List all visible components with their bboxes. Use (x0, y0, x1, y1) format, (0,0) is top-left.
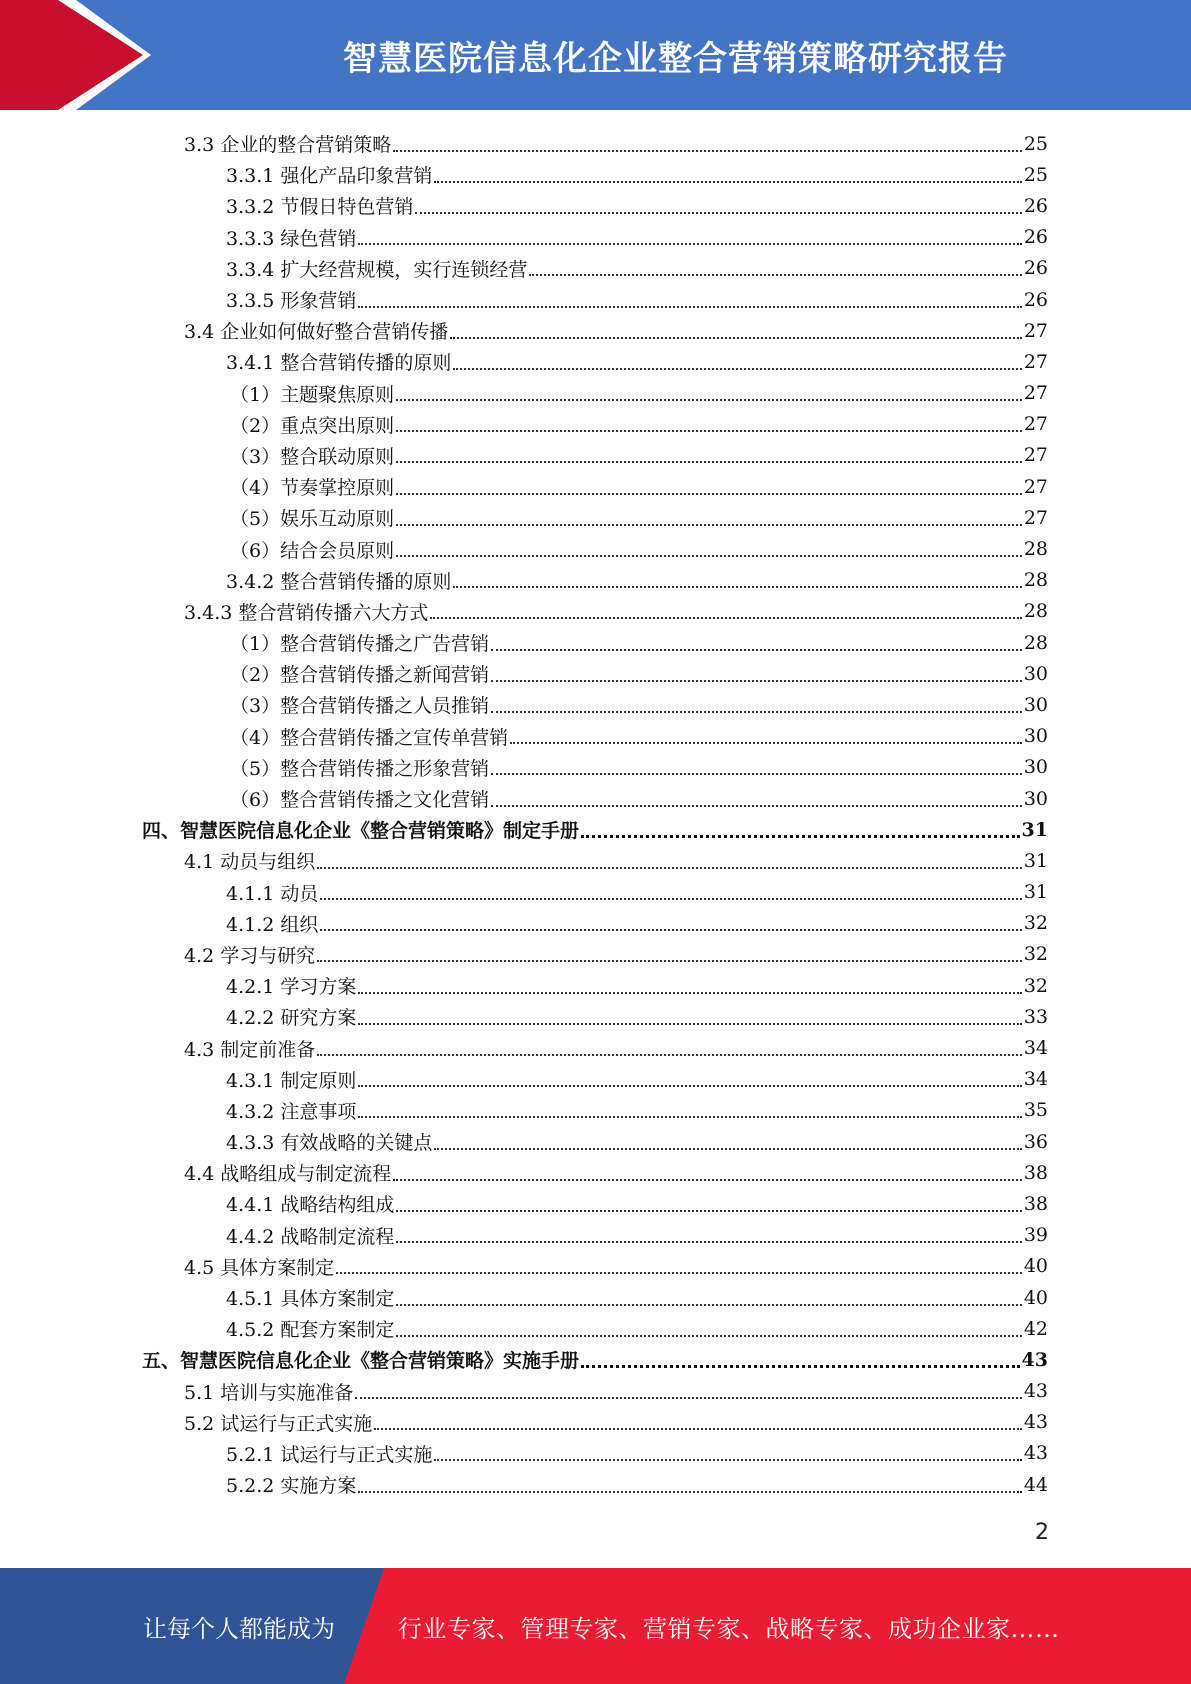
toc-entry-title: 4.2 学习与研究 (184, 944, 316, 967)
toc-dot-leader (396, 1210, 1021, 1212)
toc-entry[interactable] (142, 378, 1048, 409)
toc-entry[interactable] (142, 970, 1048, 1001)
toc-entry-page: 28 (1023, 569, 1048, 592)
toc-entry[interactable] (142, 783, 1048, 814)
toc-entry-title: 3.4 企业如何做好整合营销传播 (184, 321, 449, 344)
toc-entry[interactable] (142, 1126, 1048, 1157)
toc-dot-leader (355, 1397, 1022, 1399)
footer-slogan-right: 行业专家、管理专家、营销专家、战略专家、成功企业家…… (398, 1614, 1060, 1643)
toc-dot-leader (430, 617, 1021, 619)
toc-entry-title: 4.1.2 组织 (226, 913, 319, 936)
toc-entry-page: 28 (1023, 600, 1048, 623)
toc-entry[interactable] (142, 440, 1048, 471)
toc-entry-title: 五、智慧医院信息化企业《整合营销策略》实施手册 (142, 1350, 580, 1373)
toc-entry-page: 27 (1023, 506, 1048, 529)
toc-entry-page: 44 (1023, 1473, 1048, 1496)
toc-entry-title: 5.1 培训与实施准备 (184, 1381, 354, 1404)
toc-entry-page: 30 (1023, 725, 1048, 748)
toc-entry[interactable] (142, 689, 1048, 720)
toc-entry-title: 4.3 制定前准备 (184, 1038, 316, 1061)
toc-dot-leader (358, 1085, 1021, 1087)
toc-entry[interactable] (142, 1220, 1048, 1251)
toc-dot-leader (358, 1116, 1021, 1118)
toc-entry[interactable] (142, 596, 1048, 627)
toc-entry-title: 3.3.3 绿色营销 (226, 227, 357, 250)
toc-entry[interactable] (142, 471, 1048, 502)
toc-entry-title: （5）整合营销传播之形象营销 (230, 757, 490, 780)
toc-entry-page: 31 (1023, 881, 1048, 904)
toc-entry-page: 35 (1023, 1099, 1048, 1122)
toc-entry-page: 30 (1023, 756, 1048, 779)
toc-entry-title: 3.3.5 形象营销 (226, 290, 357, 313)
toc-dot-leader (396, 430, 1022, 432)
toc-dot-leader (396, 1241, 1021, 1243)
toc-entry-title: 4.1.1 动员 (226, 882, 319, 905)
toc-entry-title: （1）主题聚焦原则 (230, 383, 395, 406)
toc-entry-title: （3）整合联动原则 (230, 445, 395, 468)
toc-dot-leader (450, 337, 1022, 339)
toc-entry-title: 3.4.3 整合营销传播六大方式 (184, 601, 429, 624)
toc-dot-leader (317, 867, 1022, 869)
toc-entry[interactable] (142, 533, 1048, 564)
toc-dot-leader (358, 1023, 1021, 1025)
page-number: 2 (1035, 1520, 1049, 1545)
toc-entry-page: 36 (1023, 1130, 1048, 1153)
toc-entry[interactable] (142, 845, 1048, 876)
toc-entry-page: 32 (1023, 943, 1048, 966)
toc-entry-page: 30 (1023, 787, 1048, 810)
toc-entry[interactable] (142, 315, 1048, 346)
toc-entry[interactable] (142, 159, 1048, 190)
toc-entry-title: 4.4.1 战略结构组成 (226, 1194, 395, 1217)
toc-entry-title: （6）结合会员原则 (230, 539, 395, 562)
toc-entry[interactable] (142, 814, 1048, 845)
toc-entry-page: 39 (1023, 1224, 1048, 1247)
toc-entry[interactable] (142, 1095, 1048, 1126)
toc-entry-page: 43 (1023, 1411, 1048, 1434)
toc-dot-leader (396, 493, 1022, 495)
toc-dot-leader (358, 1491, 1021, 1493)
toc-dot-leader (358, 306, 1021, 308)
toc-entry-page: 34 (1023, 1068, 1048, 1091)
table-of-contents (142, 128, 1048, 1500)
toc-entry-title: 3.4.2 整合营销传播的原则 (226, 570, 452, 593)
toc-dot-leader (393, 150, 1022, 152)
toc-dot-leader (396, 461, 1022, 463)
toc-entry-page: 28 (1023, 631, 1048, 654)
toc-entry-page: 34 (1023, 1037, 1048, 1060)
toc-entry-page: 42 (1023, 1317, 1048, 1340)
toc-entry-page: 32 (1023, 974, 1048, 997)
toc-entry-page: 26 (1023, 288, 1048, 311)
toc-entry-page: 30 (1023, 662, 1048, 685)
toc-entry-title: 4.3.3 有效战略的关键点 (226, 1132, 433, 1155)
toc-dot-leader (434, 1148, 1021, 1150)
toc-entry-page: 40 (1023, 1286, 1048, 1309)
toc-entry[interactable] (142, 1032, 1048, 1063)
toc-entry[interactable] (142, 1438, 1048, 1469)
toc-entry-title: （3）整合营销传播之人员推销 (230, 695, 490, 718)
toc-entry[interactable] (142, 1282, 1048, 1313)
toc-entry[interactable] (142, 346, 1048, 377)
toc-entry-title: 4.2.1 学习方案 (226, 976, 357, 999)
toc-entry-page: 38 (1023, 1161, 1048, 1184)
toc-entry[interactable] (142, 1064, 1048, 1095)
toc-entry-page: 26 (1023, 257, 1048, 280)
toc-dot-leader (434, 1459, 1021, 1461)
toc-entry-page: 28 (1023, 538, 1048, 561)
toc-entry[interactable] (142, 565, 1048, 596)
toc-entry[interactable] (142, 939, 1048, 970)
toc-entry-title: （4）整合营销传播之宣传单营销 (230, 726, 509, 749)
toc-dot-leader (491, 649, 1022, 651)
toc-entry-page: 25 (1023, 163, 1048, 186)
toc-entry-title: 四、智慧医院信息化企业《整合营销策略》制定手册 (142, 820, 580, 843)
toc-entry-title: 4.2.2 研究方案 (226, 1007, 357, 1030)
toc-entry[interactable] (142, 409, 1048, 440)
toc-dot-leader (581, 1365, 1020, 1368)
document-title: 智慧医院信息化企业整合营销策略研究报告 (343, 38, 1008, 79)
toc-entry-page: 31 (1023, 849, 1048, 872)
toc-entry-page: 43 (1021, 1348, 1048, 1371)
toc-entry-title: 3.3 企业的整合营销策略 (184, 134, 392, 157)
toc-entry-title: 4.3.2 注意事项 (226, 1100, 357, 1123)
toc-dot-leader (491, 805, 1022, 807)
toc-entry-title: 3.3.1 强化产品印象营销 (226, 165, 433, 188)
toc-dot-leader (336, 1272, 1022, 1274)
toc-entry[interactable] (142, 1407, 1048, 1438)
toc-entry-page: 26 (1023, 194, 1048, 217)
toc-entry[interactable] (142, 908, 1048, 939)
toc-entry-page: 27 (1023, 444, 1048, 467)
toc-entry[interactable] (142, 1376, 1048, 1407)
toc-entry-title: 4.5.2 配套方案制定 (226, 1319, 395, 1342)
toc-dot-leader (453, 368, 1021, 370)
toc-entry-page: 31 (1021, 818, 1048, 841)
toc-entry-title: 4.1 动员与组织 (184, 851, 316, 874)
toc-entry[interactable] (142, 1251, 1048, 1282)
toc-entry-page: 27 (1023, 319, 1048, 342)
toc-entry-page: 25 (1023, 132, 1048, 155)
toc-dot-leader (320, 929, 1021, 931)
toc-entry-page: 27 (1023, 382, 1048, 405)
toc-dot-leader (320, 898, 1021, 900)
toc-entry[interactable] (142, 1344, 1048, 1375)
footer-slogan-left: 让每个人都能成为 (143, 1614, 335, 1643)
toc-entry-title: 5.2 试运行与正式实施 (184, 1412, 373, 1435)
toc-dot-leader (453, 586, 1021, 588)
toc-dot-leader (396, 399, 1022, 401)
toc-entry-title: （6）整合营销传播之文化营销 (230, 789, 490, 812)
toc-dot-leader (396, 1335, 1021, 1337)
toc-entry-title: 5.2.1 试运行与正式实施 (226, 1443, 433, 1466)
toc-entry-title: 4.3.1 制定原则 (226, 1069, 357, 1092)
toc-entry-title: （1）整合营销传播之广告营销 (230, 633, 490, 656)
toc-dot-leader (358, 992, 1021, 994)
toc-entry-title: 3.3.4 扩大经营规模，实行连锁经营 (226, 258, 528, 281)
toc-entry-title: （4）节奏掌控原则 (230, 477, 395, 500)
toc-entry-title: 4.4 战略组成与制定流程 (184, 1163, 392, 1186)
toc-dot-leader (393, 1179, 1022, 1181)
toc-dot-leader (529, 274, 1021, 276)
toc-entry[interactable] (142, 721, 1048, 752)
toc-entry-title: 3.4.1 整合营销传播的原则 (226, 352, 452, 375)
toc-dot-leader (491, 773, 1022, 775)
toc-entry-page: 30 (1023, 693, 1048, 716)
page-header (0, 0, 1191, 110)
toc-entry-page: 43 (1023, 1442, 1048, 1465)
toc-dot-leader (317, 960, 1022, 962)
toc-entry-title: 4.5.1 具体方案制定 (226, 1288, 395, 1311)
toc-entry[interactable] (142, 1188, 1048, 1219)
toc-entry-page: 38 (1023, 1192, 1048, 1215)
toc-entry[interactable] (142, 502, 1048, 533)
toc-entry-title: 4.5 具体方案制定 (184, 1256, 335, 1279)
toc-dot-leader (317, 1054, 1022, 1056)
page-footer (0, 1568, 1191, 1684)
toc-entry-page: 27 (1023, 475, 1048, 498)
toc-entry[interactable] (142, 190, 1048, 221)
toc-entry-page: 40 (1023, 1255, 1048, 1278)
toc-entry[interactable] (142, 284, 1048, 315)
toc-entry-title: （5）娱乐互动原则 (230, 508, 395, 531)
toc-entry[interactable] (142, 253, 1048, 284)
toc-entry-title: （2）整合营销传播之新闻营销 (230, 664, 490, 687)
toc-entry[interactable] (142, 877, 1048, 908)
toc-dot-leader (581, 835, 1020, 838)
toc-entry-page: 32 (1023, 912, 1048, 935)
toc-entry[interactable] (142, 627, 1048, 658)
toc-dot-leader (374, 1428, 1022, 1430)
toc-dot-leader (491, 711, 1022, 713)
toc-dot-leader (396, 524, 1022, 526)
toc-entry-title: 3.3.2 节假日特色营销 (226, 196, 414, 219)
toc-entry-page: 33 (1023, 1005, 1048, 1028)
toc-entry-page: 43 (1023, 1380, 1048, 1403)
toc-entry-title: （2）重点突出原则 (230, 414, 395, 437)
toc-dot-leader (491, 680, 1022, 682)
toc-entry[interactable] (142, 752, 1048, 783)
toc-entry-page: 27 (1023, 350, 1048, 373)
toc-dot-leader (396, 555, 1022, 557)
toc-dot-leader (434, 181, 1021, 183)
toc-entry[interactable] (142, 1313, 1048, 1344)
toc-entry-page: 26 (1023, 226, 1048, 249)
toc-entry[interactable] (142, 222, 1048, 253)
toc-dot-leader (358, 243, 1021, 245)
toc-entry[interactable] (142, 128, 1048, 159)
toc-entry-page: 27 (1023, 413, 1048, 436)
toc-dot-leader (415, 212, 1021, 214)
toc-entry[interactable] (142, 658, 1048, 689)
toc-entry[interactable] (142, 1157, 1048, 1188)
toc-entry[interactable] (142, 1001, 1048, 1032)
toc-entry[interactable] (142, 1469, 1048, 1500)
toc-entry-title: 5.2.2 实施方案 (226, 1475, 357, 1498)
toc-dot-leader (396, 1304, 1021, 1306)
toc-entry-title: 4.4.2 战略制定流程 (226, 1225, 395, 1248)
toc-dot-leader (510, 742, 1022, 744)
